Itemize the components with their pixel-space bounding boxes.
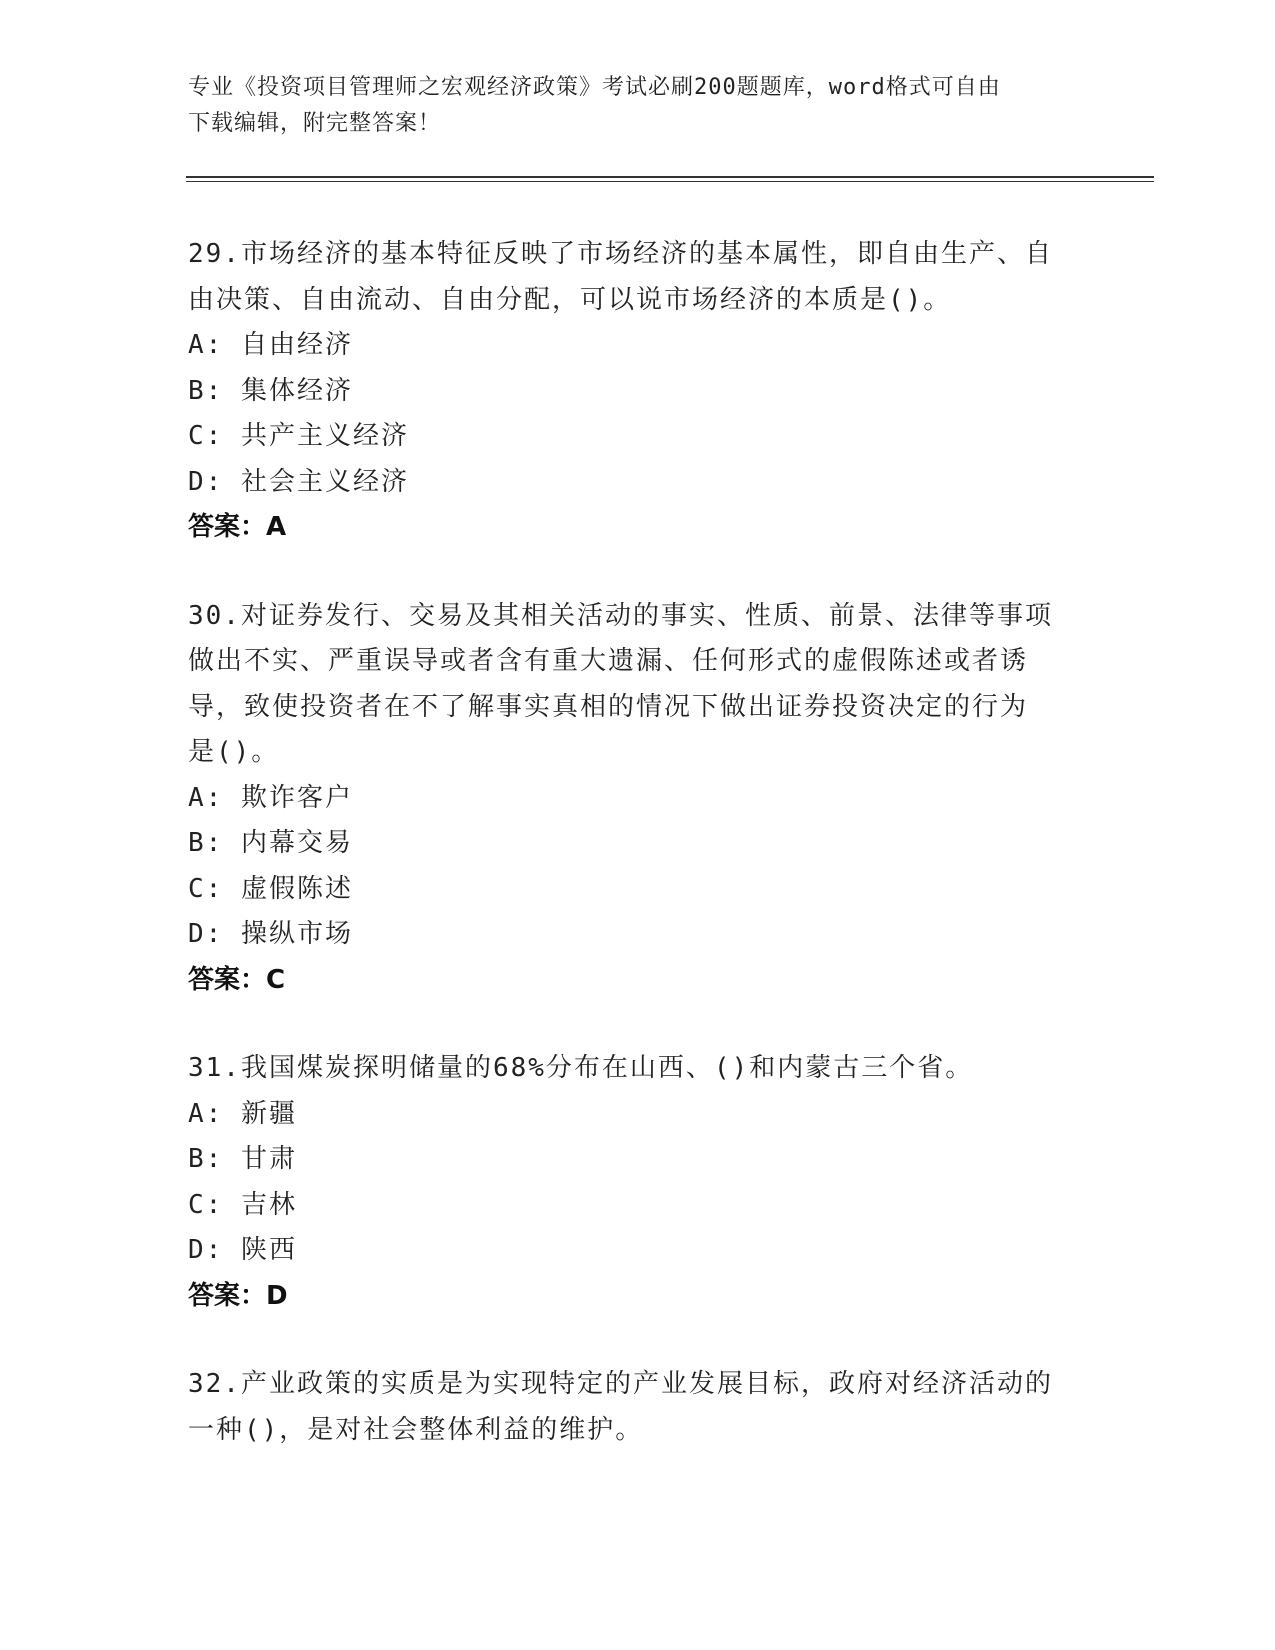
question-32 [188, 1362, 1088, 1453]
option-c: C: 吉林 [188, 1189, 297, 1220]
question-stem-line: 导，致使投资者在不了解事实真相的情况下做出证券投资决定的行为 [188, 691, 1029, 722]
answer-line: 答案：D [188, 1280, 288, 1311]
question-stem-line: 做出不实、严重误导或者含有重大遗漏、任何形式的虚假陈述或者诱 [188, 646, 1029, 676]
option-a: A: 新疆 [188, 1098, 297, 1129]
question-stem-line: 一种()，是对社会整体利益的维护。 [188, 1414, 644, 1445]
header-line-2: 下载编辑，附完整答案！ [188, 111, 442, 136]
header-divider-thin [186, 181, 1154, 182]
option-d: D: 陕西 [188, 1235, 297, 1265]
document-header [188, 70, 1068, 142]
question-29 [188, 232, 1088, 551]
question-list [188, 232, 1088, 1496]
question-stem-line: 是()。 [188, 737, 280, 767]
question-stem-line: 32.产业政策的实质是为实现特定的产业发展目标，政府对经济活动的 [188, 1369, 1053, 1399]
option-a: A: 欺诈客户 [188, 782, 353, 813]
answer-line: 答案：A [188, 512, 287, 542]
option-c: C: 共产主义经济 [188, 421, 409, 451]
option-d: D: 操纵市场 [188, 919, 353, 949]
header-divider-thick [186, 176, 1154, 178]
option-b: B: 甘肃 [188, 1144, 297, 1174]
question-stem-line: 30.对证券发行、交易及其相关活动的事实、性质、前景、法律等事项 [188, 600, 1053, 631]
question-stem-line: 29.市场经济的基本特征反映了市场经济的基本属性，即自由生产、自 [188, 239, 1053, 269]
question-30 [188, 594, 1088, 1004]
question-stem-line: 由决策、自由流动、自由分配，可以说市场经济的本质是()。 [188, 284, 952, 315]
header-line-1: 专业《投资项目管理师之宏观经济政策》考试必刷200题题库，word格式可自由 [188, 75, 1001, 100]
answer-line: 答案：C [188, 964, 286, 995]
option-b: B: 集体经济 [188, 375, 353, 406]
question-31 [188, 1046, 1088, 1319]
option-b: B: 内幕交易 [188, 828, 353, 858]
option-c: C: 虚假陈述 [188, 873, 353, 904]
option-d: D: 社会主义经济 [188, 466, 409, 497]
option-a: A: 自由经济 [188, 330, 353, 360]
question-stem-line: 31.我国煤炭探明储量的68%分布在山西、()和内蒙古三个省。 [188, 1053, 974, 1083]
